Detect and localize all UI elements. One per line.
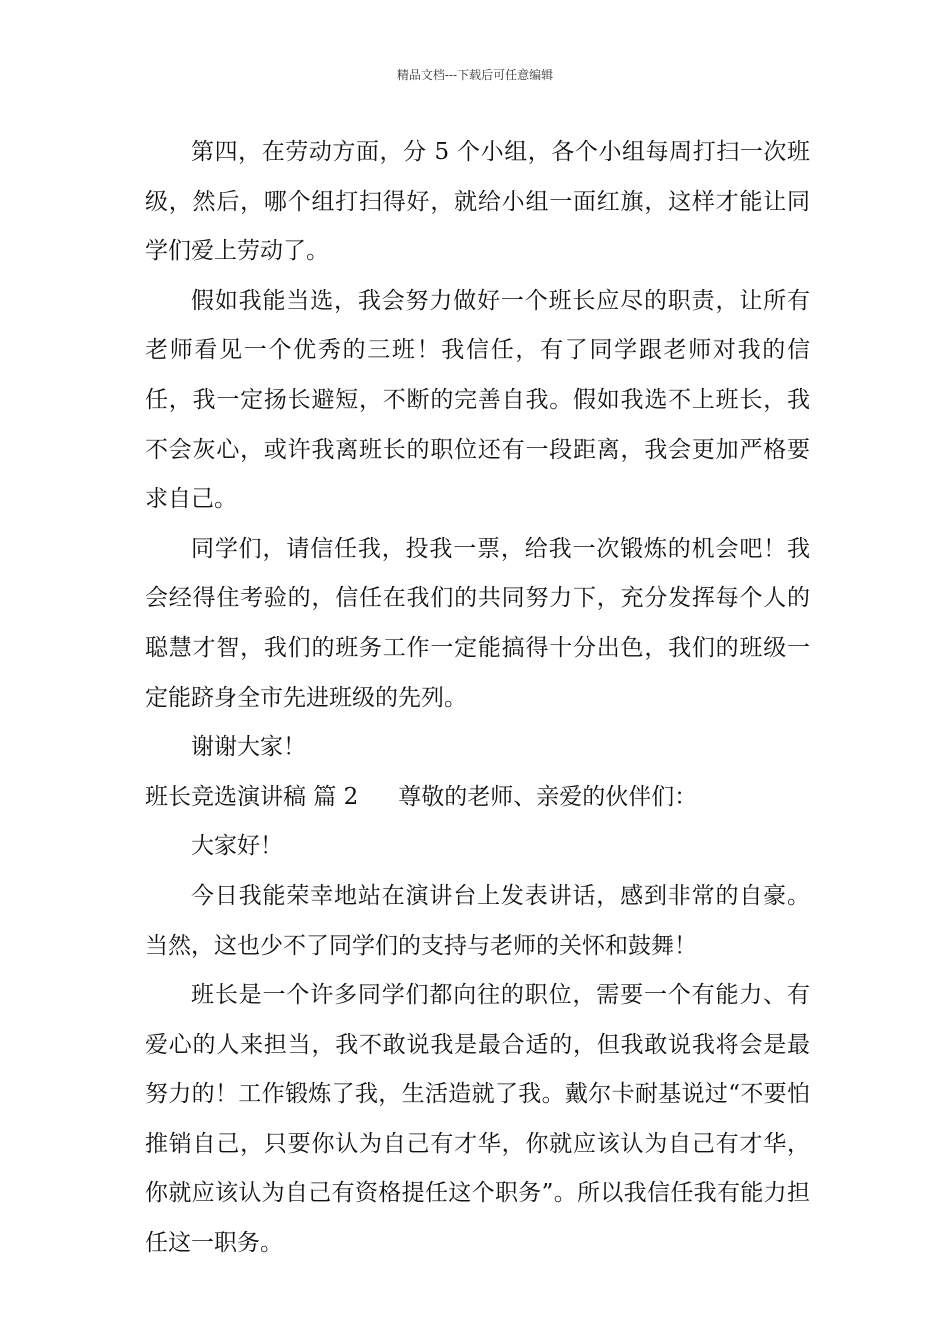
speech-title: 班长竞选演讲稿 篇 2 (145, 783, 359, 810)
paragraph-thanks: 谢谢大家！ (191, 734, 306, 761)
paragraph-monitor-role: 班长是一个许多同学们都向往的职位，需要一个有能力、有爱心的人来担当，我不敢说我是最合适的，但我敢说我将会是最努力的！工作锻炼了我，生活造就了我。戴尔卡耐基说过“不要怕推销自己，只要你认为自己有才华，你就应该认为自己有才华，你就应该认为自己有资格提任这个职务”。所以我信任我有能力担任这一职务。 (145, 982, 810, 1257)
page-header: 精品文档---下载后可任意编辑 (396, 68, 554, 82)
speech-title-line (145, 773, 810, 823)
paragraph-appeal: 同学们，请信任我，投我一票，给我一次锻炼的机会吧！我会经得住考验的，信任在我们的共同努力下，充分发挥每个人的聪慧才智，我们的班务工作一定能搞得十分出色，我们的班级一定能跻身全市先进班级的先列。 (145, 535, 810, 711)
paragraph-labor: 第四，在劳动方面，分 5 个小组，各个小组每周打扫一次班级，然后，哪个组打扫得好，就给小组一面红旗，这样才能让同学们爱上劳动了。 (145, 139, 810, 265)
greeting: 尊敬的老师、亲爱的伙伴们： (398, 783, 698, 810)
paragraph-if-elected: 假如我能当选，我会努力做好一个班长应尽的职责，让所有老师看见一个优秀的三班！我信任，有了同学跟老师对我的信任，我一定扬长避短，不断的完善自我。假如我选不上班长，我不会灰心，或许我离班长的职位还有一段距离，我会更加严格要求自己。 (145, 287, 810, 513)
paragraph-hello: 大家好！ (191, 833, 283, 860)
paragraph-honored: 今日我能荣幸地站在演讲台上发表讲话，感到非常的自豪。当然，这也少不了同学们的支持与老师的关怀和鼓舞！ (145, 882, 810, 959)
document-body (145, 128, 810, 1269)
